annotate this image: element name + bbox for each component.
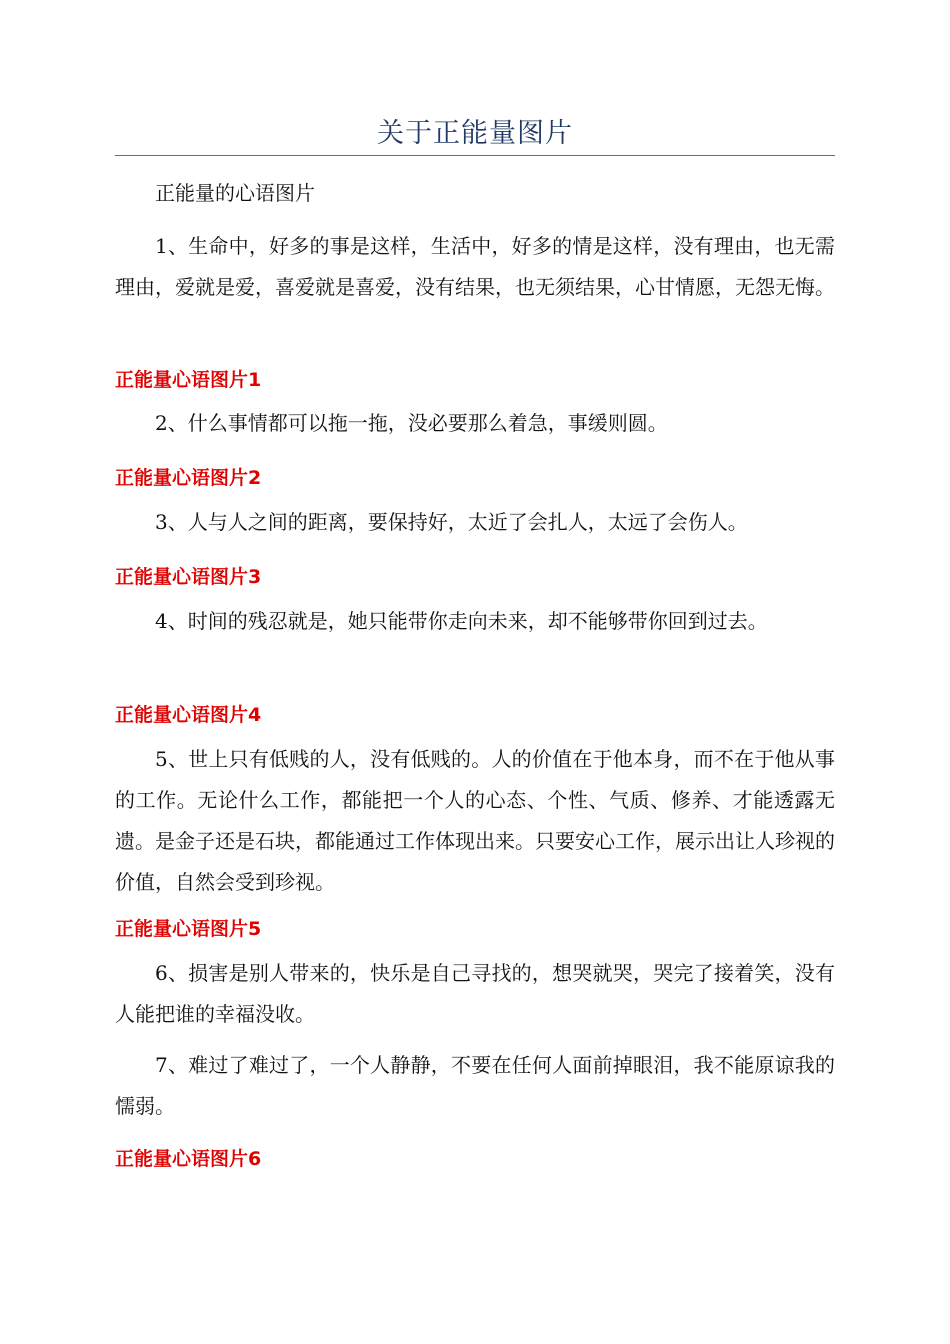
section-heading-2: 正能量心语图片2: [115, 467, 262, 489]
section-heading-3: 正能量心语图片3: [115, 566, 262, 588]
title-underline: [115, 155, 835, 156]
paragraph-4: 4、时间的残忍就是，她只能带你走向未来，却不能够带你回到过去。: [155, 609, 768, 633]
paragraph-5: 5、世上只有低贱的人，没有低贱的。人的价值在于他本身，而不在于他从事的工作。无论什么工作，都能把一个人的心态、个性、气质、修养、才能透露无遗。是金子还是石块，都能通过工作体现出来。只要安心工作，展示出让人珍视的价值，自然会受到珍视。: [115, 747, 835, 894]
section-heading-5: 正能量心语图片5: [115, 918, 262, 940]
intro-paragraph: 正能量的心语图片: [155, 181, 315, 205]
paragraph-6: 6、损害是别人带来的，快乐是自己寻找的，想哭就哭，哭完了接着笑，没有人能把谁的幸福没收。: [115, 961, 835, 1026]
paragraph-1: 1、生命中，好多的事是这样，生活中，好多的情是这样，没有理由，也无需理由，爱就是爱，喜爱就是喜爱，没有结果，也无须结果，心甘情愿，无怨无悔。: [115, 234, 835, 299]
paragraph-7: 7、难过了难过了，一个人静静，不要在任何人面前掉眼泪，我不能原谅我的懦弱。: [115, 1053, 835, 1118]
section-heading-4: 正能量心语图片4: [115, 704, 262, 726]
section-heading-1: 正能量心语图片1: [115, 369, 262, 391]
paragraph-3: 3、人与人之间的距离，要保持好，太近了会扎人，太远了会伤人。: [155, 510, 748, 534]
document-title: 关于正能量图片: [377, 118, 573, 149]
section-heading-6: 正能量心语图片6: [115, 1148, 262, 1170]
paragraph-2: 2、什么事情都可以拖一拖，没必要那么着急，事缓则圆。: [155, 411, 668, 435]
